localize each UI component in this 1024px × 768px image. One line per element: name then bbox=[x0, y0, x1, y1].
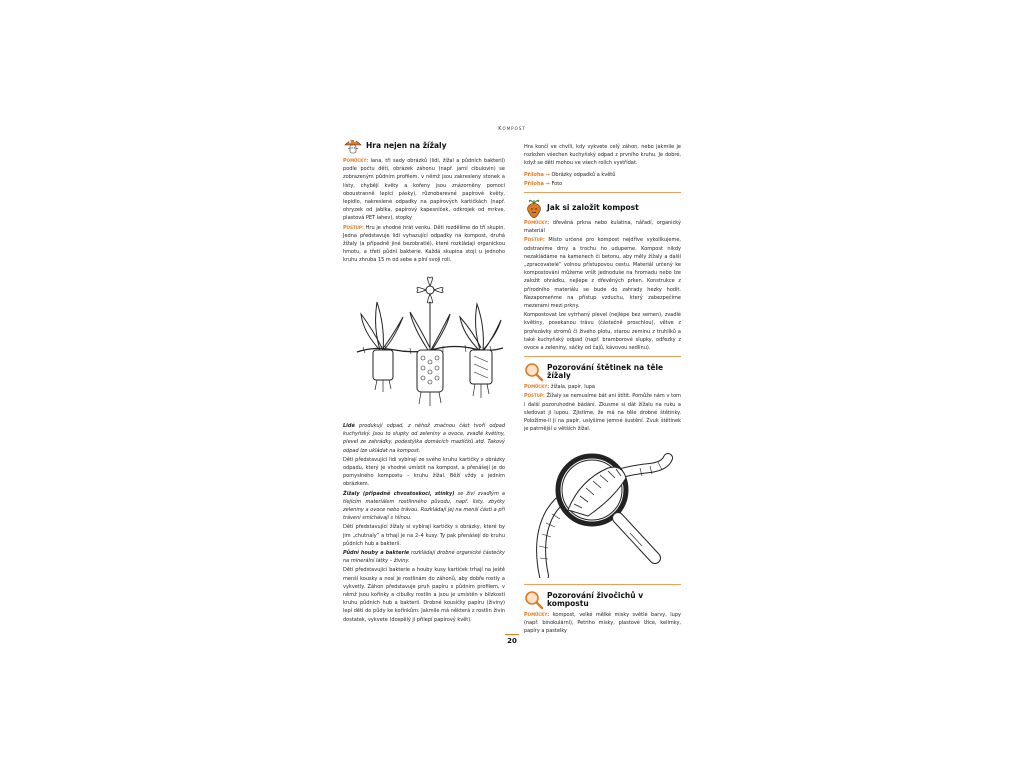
magnifier-icon bbox=[524, 362, 544, 382]
paragraph-lide: Děti představující lidi vybírají ze svého kruhu kartičky s obrázky odpadu, který je vhodné umístit na kompost, a přenášejí je do pomyslného kompostu – kruhu žížal. Běží vždy s jedním obrázkem. bbox=[343, 456, 505, 488]
attachment-1: Příloha → Obrázky odpadků a květů bbox=[524, 171, 616, 178]
page-number: 20 bbox=[507, 637, 517, 645]
section-title-zivocichove: Pozorování živočichů v kompostu bbox=[547, 590, 644, 608]
pomucky-paragraph: Pomůcky: lana, tři sady obrázků (lidí, žížal a půdních bakterií) podle počtu dětí, obrázek záhonu (např. jarní cibulovin) se zobrazeným půdním profilem, v němž jsou zakresleny stonek a listy, chybějí květy a kořeny jsou znázorněny pomocí oboustranně lepicí pásky), různobarevné papírové květy, lepidlo, nakreslené odpadky na papírových kartičkách (např. ohryzek od jablka, papírový kapesníček, odkrojek od mrkve, plastová PET lahev), stopky bbox=[343, 158, 505, 222]
right-column-lower bbox=[524, 580, 681, 637]
attachment-2: Příloha → Foto bbox=[524, 180, 563, 187]
postup-stetinky: Postup: Žížaly se nemusíme bát ani štítit. Pomůže nám v tom i další pozoruhodné bádání. Zkusme si dát žížalu na ruku a sledovat ji lupou. Zjistíme, že má na těle drobné štětinky. Položíme-li ji na papír, uslyšíme jemné šustění. Zvuk štětinek je patrnější u větších žížal. bbox=[524, 393, 682, 433]
right-column bbox=[524, 143, 681, 434]
plants-soil-illustration bbox=[355, 272, 505, 417]
running-head: Kompost bbox=[498, 126, 526, 132]
pomucky-stetinky: Pomůcky: žížala, papír, lupa bbox=[524, 384, 595, 391]
section-heading bbox=[343, 135, 505, 157]
section-title: Hra nejen na žížaly bbox=[366, 140, 447, 150]
illustration-caption: Lidé produkují odpad, z něhož značnou část tvoří odpad kuchyňský. Jsou to slupky od zeleniny a ovoce, zvadlé květiny, plevel ze zahrádky, podestýlka domácích mazlíčků atd. Takový odpad lze ukládat na kompost. bbox=[343, 423, 505, 454]
left-column-lower bbox=[343, 422, 505, 625]
paragraph-houby: Děti představující bakterie a houby kusy kartiček trhají na ještě menší kousky a nosí je rostlinám do záhonů, aby dobře rostly a vykvetly. Záhon představuje pruh papíru s půdním profilem, v němž jsou kořínky a cibulky rostlin a jsou je umístěn v blízkosti kruhu půdních hub a bakterií. Drobné kousíčky papíru (živiny) lepí děti do půdy ke kořínkům. Jakmile má některá z rostlin živin dostatek, vykvete (dospělý jí přilepí papírový květ). bbox=[343, 567, 505, 623]
pomucky-kompost: Pomůcky: dřevěná prkna nebo kulatina, nářadí, organický materiál bbox=[524, 220, 681, 235]
postup-paragraph: Postup: Hru je vhodné hrát venku. Děti rozdělíme do tří skupin. Jedna představuje lidi vyhazující odpadky na kompost, druhá žížaly (a případně jiné bezobratlé), které rozkládají organickou hmotu, a třetí půdní bakterie. Každá skupina stojí u jednoho kruhu zhruba 15 m od sebe a plní svoji roli. bbox=[343, 224, 505, 264]
paragraph-zizaly: Děti představující žížaly si vybírají kartičky s obrázky, které by jim „chutnaly“ a trhají je na 2–4 kusy. Ty pak přenášejí do kruhu půdních hub a bakterií. bbox=[343, 524, 505, 547]
section-heading-kompost bbox=[524, 192, 681, 219]
section-heading-stetinky bbox=[524, 356, 681, 383]
houby-note: Půdní houby a bakterie rozkládají drobné organické částečky na minerální látky – živiny. bbox=[343, 550, 505, 565]
mushroom-character-icon bbox=[343, 136, 363, 156]
magnifier-icon bbox=[524, 590, 544, 610]
worm-magnifier-illustration bbox=[530, 438, 680, 578]
left-column bbox=[343, 135, 505, 266]
section-title-kompost: Jak si založit kompost bbox=[547, 202, 639, 212]
postup-kompost: Postup: Místo určené pro kompost nejdříve vykolíkujeme, odstraníme drny a trochu ho udupeme. Kompost nikdy nezakládáme na kamenech či betonu, aby měly žížaly a další „zpracovatelé“ volnou přístupovou cestu. Materiál určený ke kompostování můžeme vršit jednoduše na hromadu nebo lze založit ohrádku, nejlépe z dřevěných prken. Konstrukce z přírodního materiálu se bude do zahrady hezky hodit. Nezapomeňme na přístup vzduchu, který zabezpečíme mezerami mezi prkny. bbox=[524, 237, 681, 310]
paragraph-kompostovat: Kompostovat lze vytrhaný plevel (nejlépe bez semen), zvadlé květiny, posekanou trávu (částečně proschlou), větve z prořezávky stromů či živého plotu, starou zeminu z truhlíků a také kuchyňský odpad (např. bramborové slupky, odřezky z ovoce a zeleniny, sáčky od čajů, kávovou sedlinu). bbox=[524, 312, 681, 352]
section-title-stetinky: Pozorování štětinek na těle žížaly bbox=[547, 363, 664, 381]
beet-character-icon bbox=[524, 198, 544, 218]
page-number-rule bbox=[505, 634, 519, 635]
zizaly-note: Žížaly (případně chvostoskoci, stínky) se živí zvadlým a tlejícím materiálem rostlinného původu, např. listy, zbytky zeleniny a ovoce nebo trávou. Rozkládají jej na menší části a při trávení smíchávají s hlínou. bbox=[343, 490, 505, 522]
section-heading-zivocichove bbox=[524, 584, 681, 611]
paragraph-intro: Hra končí ve chvíli, kdy vykvete celý záhon, nebo jakmile je rozložen všechen kuchyňský odpad z prvního kruhu. Je dobré, když se děti mohou ve všech rolích vystřídat. bbox=[524, 144, 681, 167]
pomucky-zivocichove: Pomůcky: kompost, velké mělké misky světlé barvy, lupy (např. binokulární), Petriho misky, plastové lžíce, kelímky, papíry a pastelky bbox=[524, 612, 681, 635]
